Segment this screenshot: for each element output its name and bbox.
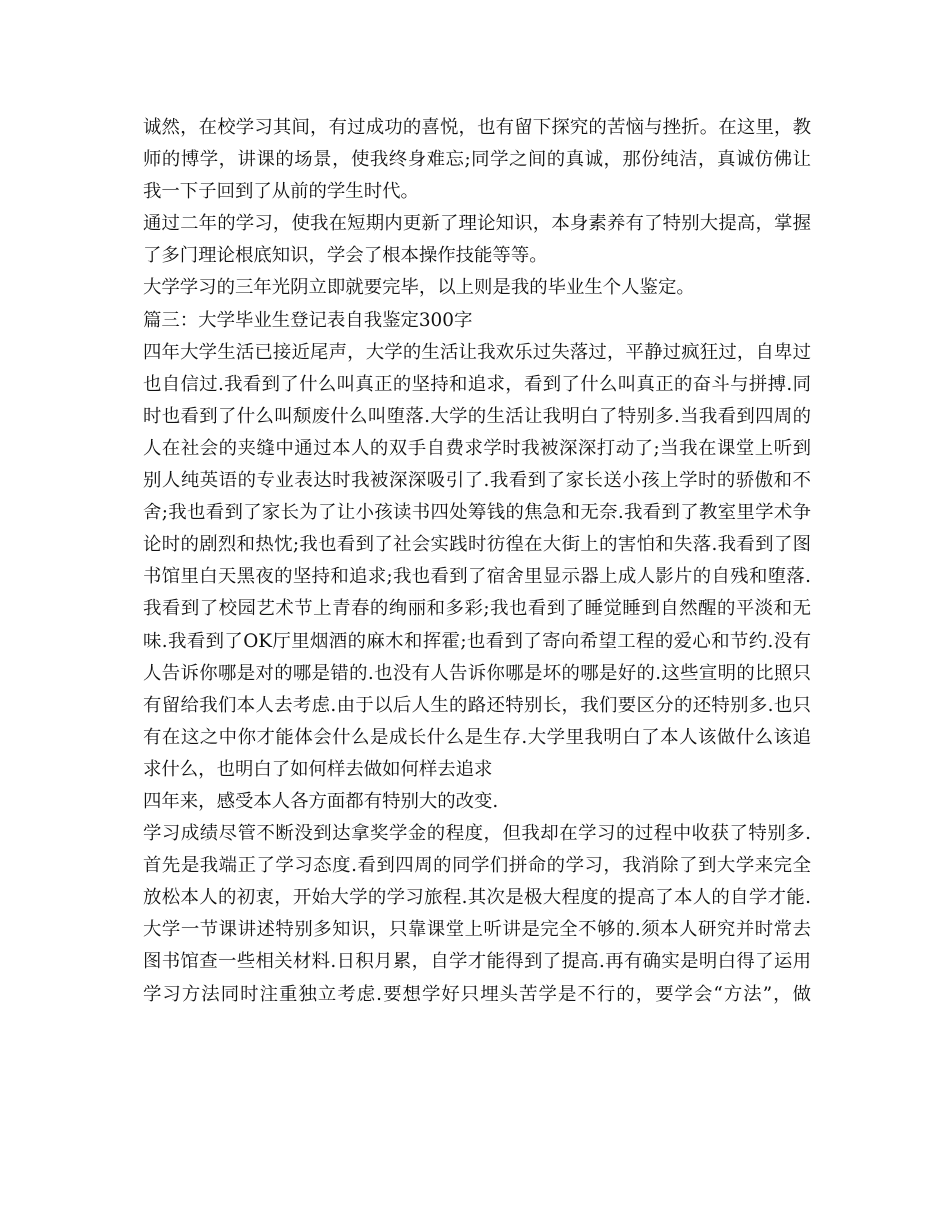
text-line: 篇三：大学毕业生登记表自我鉴定300字 [143,309,473,331]
text-line: 图书馆查一些相关材料.日积月累，自学才能得到了提高.再有确实是明白得了运用 [143,951,811,973]
text-line: 味.我看到了OK厅里烟酒的麻木和挥霍;也看到了寄向希望工程的爱心和节约.没有 [143,630,811,652]
text-line: 论时的剧烈和热忱;我也看到了社会实践时彷徨在大街上的害怕和失落.我看到了图 [143,534,811,556]
text-line: 人在社会的夹缝中通过本人的双手自费求学时我被深深打动了;当我在课堂上听到 [143,437,811,459]
text-line: 放松本人的初衷，开始大学的学习旅程.其次是极大程度的提高了本人的自学才能. [143,887,811,909]
text-line: 大学学习的三年光阴立即就要完毕，以上则是我的毕业生个人鉴定。 [143,277,695,299]
text-line: 学习成绩尽管不断没到达拿奖学金的程度，但我却在学习的过程中收获了特别多. [143,823,811,845]
text-line: 有在这之中你才能体会什么是成长什么是生存.大学里我明白了本人该做什么该追 [143,726,811,748]
text-line: 学习方法同时注重独立考虑.要想学好只埋头苦学是不行的，要学会“方法”，做 [143,983,811,1005]
text-line: 我看到了校园艺术节上青春的绚丽和多彩;我也看到了睡觉睡到自然醒的平淡和无 [143,598,811,620]
text-line: 我一下子回到了从前的学生时代。 [143,181,419,203]
text-line: 书馆里白天黑夜的坚持和追求;我也看到了宿舍里显示器上成人影片的自残和堕落. [143,566,811,588]
text-line: 首先是我端正了学习态度.看到四周的同学们拼命的学习，我消除了到大学来完全 [143,855,811,877]
text-line: 了多门理论根底知识，学会了根本操作技能等等。 [143,245,548,267]
text-line: 诚然，在校学习其间，有过成功的喜悦，也有留下探究的苦恼与挫折。在这里，教 [143,117,811,138]
text-line: 时也看到了什么叫颓废什么叫堕落.大学的生活让我明白了特别多.当我看到四周的 [143,405,811,427]
text-line: 大学一节课讲述特别多知识，只靠课堂上听讲是完全不够的.须本人研究并时常去 [143,919,811,941]
document-body [143,112,811,1011]
text-line: 通过二年的学习，使我在短期内更新了理论知识，本身素养有了特别大提高，掌握 [143,213,811,235]
text-line: 舍;我也看到了家长为了让小孩读书四处筹钱的焦急和无奈.我看到了教室里学术争 [143,502,811,524]
text-line: 人告诉你哪是对的哪是错的.也没有人告诉你哪是坏的哪是好的.这些宣明的比照只 [143,662,811,684]
text-line: 四年来，感受本人各方面都有特别大的改变. [143,790,499,812]
text-line: 四年大学生活已接近尾声，大学的生活让我欢乐过失落过，平静过疯狂过，自卑过 [143,341,811,363]
text-line: 求什么，也明白了如何样去做如何样去追求 [143,758,493,780]
text-line: 师的博学，讲课的场景，使我终身难忘;同学之间的真诚，那份纯洁，真诚仿佛让 [143,149,811,171]
text-line: 也自信过.我看到了什么叫真正的坚持和追求，看到了什么叫真正的奋斗与拼搏.同 [143,373,811,395]
text-line: 有留给我们本人去考虑.由于以后人生的路还特别长，我们要区分的还特别多.也只 [143,694,811,716]
text-line: 别人纯英语的专业表达时我被深深吸引了.我看到了家长送小孩上学时的骄傲和不 [143,470,811,492]
